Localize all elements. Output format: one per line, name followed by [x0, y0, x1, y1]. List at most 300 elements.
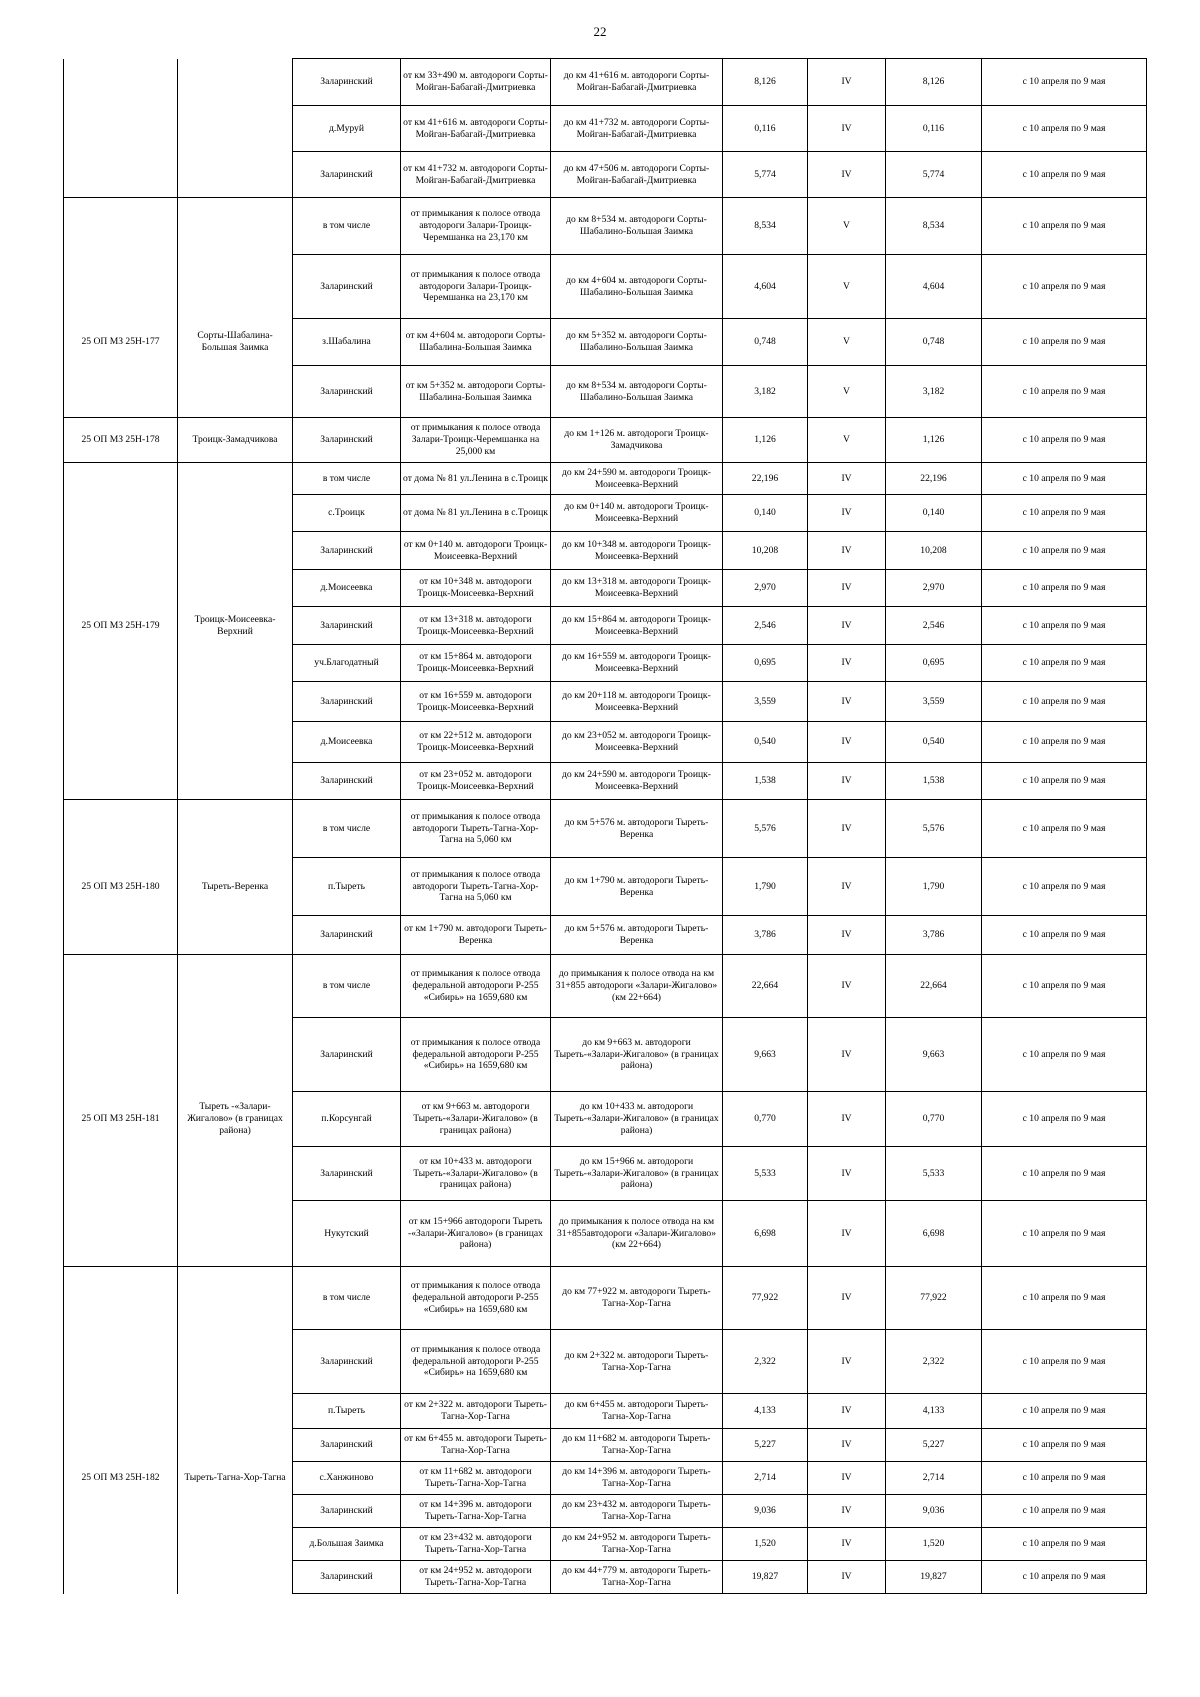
length-total-cell: 2,714	[886, 1462, 982, 1495]
length-total-cell: 8,126	[886, 59, 982, 106]
from-cell: от км 6+455 м. автодороги Тырeть-Тагна-Хор-Тагна	[401, 1429, 551, 1462]
road-name-cell	[178, 366, 293, 418]
road-name-cell	[178, 570, 293, 607]
to-cell: до км 24+952 м. автодороги Тырeть-Тагна-Хор-Тагна	[551, 1528, 723, 1561]
road-name-cell	[178, 1267, 293, 1330]
road-name-cell	[178, 198, 293, 255]
road-name-cell	[178, 763, 293, 800]
period-cell: с 10 апреля по 9 мая	[982, 955, 1147, 1018]
period-cell: с 10 апреля по 9 мая	[982, 1495, 1147, 1528]
road-code-cell	[64, 1267, 178, 1330]
road-code-cell	[64, 763, 178, 800]
length-cell: 2,546	[723, 607, 808, 645]
road-code-cell	[64, 916, 178, 955]
from-cell: от км 4+604 м. автодороги Сорты-Шабалина-Большая Заимка	[401, 319, 551, 366]
length-cell: 1,520	[723, 1528, 808, 1561]
area-cell: Заларинский	[293, 1429, 401, 1462]
area-cell: в том числе	[293, 463, 401, 495]
road-name-cell	[178, 1147, 293, 1201]
road-name-cell	[178, 916, 293, 955]
table-row	[64, 532, 1147, 570]
from-cell: от км 15+864 м. автодороги Троицк-Моисеевка-Верхний	[401, 645, 551, 682]
category-cell: IV	[808, 800, 886, 858]
to-cell: до км 5+576 м. автодороги Тырeть-Веренка	[551, 916, 723, 955]
area-cell: Заларинский	[293, 418, 401, 463]
road-name-cell	[178, 1528, 293, 1561]
road-name-cell	[178, 955, 293, 1018]
length-total-cell: 1,538	[886, 763, 982, 800]
to-cell: до км 44+779 м. автодороги Тырeть-Тагна-Хор-Тагна	[551, 1561, 723, 1594]
to-cell: до км 15+864 м. автодороги Троицк-Моисеевка-Верхний	[551, 607, 723, 645]
category-cell: IV	[808, 495, 886, 532]
to-cell: до км 1+126 м. автодороги Троицк-Замадчикова	[551, 418, 723, 463]
area-cell: Заларинский	[293, 682, 401, 722]
road-code-cell	[64, 645, 178, 682]
period-cell: с 10 апреля по 9 мая	[982, 532, 1147, 570]
from-cell: от дома № 81 ул.Ленина в с.Троицк	[401, 495, 551, 532]
length-cell: 3,559	[723, 682, 808, 722]
from-cell: от примыкания к полосе отвода автодороги Тырeть-Тагна-Хор-Тагна на 5,060 км	[401, 858, 551, 916]
area-cell: Заларинский	[293, 1495, 401, 1528]
length-cell: 4,133	[723, 1394, 808, 1429]
length-cell: 1,790	[723, 858, 808, 916]
length-cell: 0,770	[723, 1092, 808, 1147]
period-cell: с 10 апреля по 9 мая	[982, 198, 1147, 255]
area-cell: Заларинский	[293, 1018, 401, 1092]
road-name-cell: Тырeть-Веренка	[178, 858, 293, 916]
table-row	[64, 1429, 1147, 1462]
table-row	[64, 916, 1147, 955]
category-cell: IV	[808, 1561, 886, 1594]
to-cell: до км 47+506 м. автодороги Сорты-Мойган-Бабагай-Дмитриевка	[551, 152, 723, 198]
to-cell: до км 5+352 м. автодороги Сорты-Шабалино-Большая Заимка	[551, 319, 723, 366]
length-total-cell: 0,748	[886, 319, 982, 366]
table-row	[64, 255, 1147, 319]
area-cell: с.Троицк	[293, 495, 401, 532]
table-row	[64, 607, 1147, 645]
category-cell: V	[808, 418, 886, 463]
from-cell: от примыкания к полосе отвода Залари-Троицк-Черемшанка на 25,000 км	[401, 418, 551, 463]
category-cell: IV	[808, 1394, 886, 1429]
area-cell: Заларинский	[293, 607, 401, 645]
period-cell: с 10 апреля по 9 мая	[982, 1561, 1147, 1594]
category-cell: IV	[808, 1528, 886, 1561]
road-code-cell	[64, 198, 178, 255]
length-cell: 2,322	[723, 1330, 808, 1394]
road-code-cell	[64, 1394, 178, 1429]
to-cell: до км 24+590 м. автодороги Троицк-Моисеевка-Верхний	[551, 763, 723, 800]
road-name-cell	[178, 495, 293, 532]
area-cell: д.Моисеевка	[293, 570, 401, 607]
to-cell: до км 14+396 м. автодороги Тырeть-Тагна-Хор-Тагна	[551, 1462, 723, 1495]
period-cell: с 10 апреля по 9 мая	[982, 1147, 1147, 1201]
period-cell: с 10 апреля по 9 мая	[982, 319, 1147, 366]
from-cell: от км 10+348 м. автодороги Троицк-Моисеевка-Верхний	[401, 570, 551, 607]
period-cell: с 10 апреля по 9 мая	[982, 858, 1147, 916]
from-cell: от км 16+559 м. автодороги Троицк-Моисеевка-Верхний	[401, 682, 551, 722]
from-cell: от км 41+732 м. автодороги Сорты-Мойган-Бабагай-Дмитриевка	[401, 152, 551, 198]
road-code-cell	[64, 955, 178, 1018]
length-total-cell: 22,196	[886, 463, 982, 495]
road-code-cell	[64, 106, 178, 152]
table-row	[64, 152, 1147, 198]
length-cell: 6,698	[723, 1201, 808, 1267]
category-cell: IV	[808, 106, 886, 152]
table-row	[64, 645, 1147, 682]
category-cell: IV	[808, 152, 886, 198]
table-row	[64, 1330, 1147, 1394]
to-cell: до км 1+790 м. автодороги Тырeть-Веренка	[551, 858, 723, 916]
length-cell: 10,208	[723, 532, 808, 570]
length-total-cell: 3,786	[886, 916, 982, 955]
category-cell: V	[808, 366, 886, 418]
length-cell: 0,695	[723, 645, 808, 682]
road-name-cell	[178, 1561, 293, 1594]
period-cell: с 10 апреля по 9 мая	[982, 800, 1147, 858]
length-total-cell: 5,774	[886, 152, 982, 198]
length-cell: 8,126	[723, 59, 808, 106]
category-cell: IV	[808, 1330, 886, 1394]
road-code-cell	[64, 495, 178, 532]
to-cell: до км 41+732 м. автодороги Сорты-Мойган-Бабагай-Дмитриевка	[551, 106, 723, 152]
period-cell: с 10 апреля по 9 мая	[982, 1528, 1147, 1561]
length-cell: 4,604	[723, 255, 808, 319]
table-row	[64, 722, 1147, 763]
road-code-cell	[64, 1561, 178, 1594]
area-cell: в том числе	[293, 800, 401, 858]
area-cell: д.Моисеевка	[293, 722, 401, 763]
from-cell: от км 9+663 м. автодороги Тырeть-«Залари-Жигалово» (в границах района)	[401, 1092, 551, 1147]
length-total-cell: 9,036	[886, 1495, 982, 1528]
from-cell: от км 23+432 м. автодороги Тырeть-Тагна-Хор-Тагна	[401, 1528, 551, 1561]
from-cell: от примыкания к полосе отвода автодороги Тырeть-Тагна-Хор-Тагна на 5,060 км	[401, 800, 551, 858]
length-total-cell: 5,576	[886, 800, 982, 858]
road-code-cell	[64, 152, 178, 198]
area-cell: в том числе	[293, 955, 401, 1018]
area-cell: п.Тырeть	[293, 858, 401, 916]
road-code-cell	[64, 722, 178, 763]
length-total-cell: 9,663	[886, 1018, 982, 1092]
category-cell: IV	[808, 722, 886, 763]
area-cell: п.Корсунгай	[293, 1092, 401, 1147]
category-cell: IV	[808, 1495, 886, 1528]
area-cell: д.Муруй	[293, 106, 401, 152]
length-total-cell: 8,534	[886, 198, 982, 255]
length-total-cell: 4,133	[886, 1394, 982, 1429]
from-cell: от км 13+318 м. автодороги Троицк-Моисеевка-Верхний	[401, 607, 551, 645]
length-total-cell: 0,140	[886, 495, 982, 532]
road-code-cell	[64, 1528, 178, 1561]
from-cell: от км 2+322 м. автодороги Тырeть-Тагна-Хор-Тагна	[401, 1394, 551, 1429]
category-cell: IV	[808, 955, 886, 1018]
from-cell: от км 15+966 автодороги Тырeть -«Залари-Жигалово» (в границах района)	[401, 1201, 551, 1267]
road-name-cell	[178, 1201, 293, 1267]
table-row	[64, 106, 1147, 152]
length-cell: 0,540	[723, 722, 808, 763]
period-cell: с 10 апреля по 9 мая	[982, 152, 1147, 198]
table-row	[64, 1018, 1147, 1092]
road-code-cell	[64, 1018, 178, 1092]
length-cell: 3,786	[723, 916, 808, 955]
category-cell: IV	[808, 645, 886, 682]
length-cell: 0,116	[723, 106, 808, 152]
road-code-cell: 25 ОП МЗ 25Н-179	[64, 607, 178, 645]
road-name-cell	[178, 106, 293, 152]
road-name-cell	[178, 463, 293, 495]
period-cell: с 10 апреля по 9 мая	[982, 1462, 1147, 1495]
road-name-cell: Тырeть -«Залари-Жигалово» (в границах района)	[178, 1092, 293, 1147]
table-row	[64, 763, 1147, 800]
road-name-cell: Троицк-Замадчикова	[178, 418, 293, 463]
from-cell: от примыкания к полосе отвода федеральной автодороги Р-255 «Сибирь» на 1659,680 км	[401, 1330, 551, 1394]
table-row	[64, 1267, 1147, 1330]
to-cell: до км 23+432 м. автодороги Тырeть-Тагна-Хор-Тагна	[551, 1495, 723, 1528]
page-number: 22	[593, 24, 607, 39]
period-cell: с 10 апреля по 9 мая	[982, 1429, 1147, 1462]
road-name-cell	[178, 59, 293, 106]
road-code-cell	[64, 59, 178, 106]
table-row	[64, 1147, 1147, 1201]
length-cell: 19,827	[723, 1561, 808, 1594]
road-name-cell	[178, 255, 293, 319]
from-cell: от примыкания к полосе отвода федеральной автодороги Р-255 «Сибирь» на 1659,680 км	[401, 955, 551, 1018]
road-code-cell	[64, 255, 178, 319]
length-total-cell: 3,559	[886, 682, 982, 722]
road-name-cell	[178, 800, 293, 858]
road-name-cell: Тырeть-Тагна-Хор-Тагна	[178, 1462, 293, 1495]
to-cell: до км 10+348 м. автодороги Троицк-Моисеевка-Верхний	[551, 532, 723, 570]
length-total-cell: 22,664	[886, 955, 982, 1018]
area-cell: Заларинский	[293, 763, 401, 800]
road-name-cell	[178, 152, 293, 198]
category-cell: IV	[808, 763, 886, 800]
to-cell: до км 2+322 м. автодороги Тырeть-Тагна-Хор-Тагна	[551, 1330, 723, 1394]
length-cell: 5,227	[723, 1429, 808, 1462]
road-name-cell: Сорты-Шабалина-Большая Заимка	[178, 319, 293, 366]
table-row	[64, 1462, 1147, 1495]
table-row	[64, 198, 1147, 255]
from-cell: от км 23+052 м. автодороги Троицк-Моисеевка-Верхний	[401, 763, 551, 800]
table-row	[64, 1528, 1147, 1561]
table-row	[64, 682, 1147, 722]
road-code-cell: 25 ОП МЗ 25Н-181	[64, 1092, 178, 1147]
road-name-cell	[178, 682, 293, 722]
length-cell: 22,664	[723, 955, 808, 1018]
length-cell: 0,748	[723, 319, 808, 366]
length-total-cell: 0,695	[886, 645, 982, 682]
road-name-cell	[178, 1330, 293, 1394]
category-cell: IV	[808, 463, 886, 495]
table-row	[64, 1561, 1147, 1594]
category-cell: V	[808, 255, 886, 319]
road-code-cell: 25 ОП МЗ 25Н-178	[64, 418, 178, 463]
length-cell: 0,140	[723, 495, 808, 532]
table-row	[64, 955, 1147, 1018]
period-cell: с 10 апреля по 9 мая	[982, 916, 1147, 955]
road-code-cell: 25 ОП МЗ 25Н-180	[64, 858, 178, 916]
from-cell: от км 14+396 м. автодороги Тырeть-Тагна-Хор-Тагна	[401, 1495, 551, 1528]
table-row	[64, 1201, 1147, 1267]
from-cell: от км 5+352 м. автодороги Сорты-Шабалина-Большая Заимка	[401, 366, 551, 418]
table-row	[64, 1495, 1147, 1528]
to-cell: до км 24+590 м. автодороги Троицк-Моисеевка-Верхний	[551, 463, 723, 495]
length-cell: 8,534	[723, 198, 808, 255]
road-name-cell	[178, 722, 293, 763]
length-cell: 2,970	[723, 570, 808, 607]
to-cell: до км 6+455 м. автодороги Тырeть-Тагна-Хор-Тагна	[551, 1394, 723, 1429]
period-cell: с 10 апреля по 9 мая	[982, 722, 1147, 763]
category-cell: IV	[808, 1462, 886, 1495]
period-cell: с 10 апреля по 9 мая	[982, 682, 1147, 722]
period-cell: с 10 апреля по 9 мая	[982, 1394, 1147, 1429]
road-code-cell	[64, 682, 178, 722]
to-cell: до км 4+604 м. автодороги Сорты-Шабалино-Большая Заимка	[551, 255, 723, 319]
table-row	[64, 858, 1147, 916]
road-code-cell	[64, 1495, 178, 1528]
length-total-cell: 6,698	[886, 1201, 982, 1267]
area-cell: в том числе	[293, 198, 401, 255]
length-cell: 1,126	[723, 418, 808, 463]
from-cell: от км 1+790 м. автодороги Тырeть-Веренка	[401, 916, 551, 955]
table-row	[64, 418, 1147, 463]
road-name-cell	[178, 1018, 293, 1092]
to-cell: до км 5+576 м. автодороги Тырeть-Веренка	[551, 800, 723, 858]
to-cell: до км 13+318 м. автодороги Троицк-Моисеевка-Верхний	[551, 570, 723, 607]
road-name-cell: Троицк-Моисеевка-Верхний	[178, 607, 293, 645]
table-row	[64, 59, 1147, 106]
road-name-cell	[178, 1429, 293, 1462]
table-row	[64, 463, 1147, 495]
period-cell: с 10 апреля по 9 мая	[982, 106, 1147, 152]
period-cell: с 10 апреля по 9 мая	[982, 366, 1147, 418]
area-cell: в том числе	[293, 1267, 401, 1330]
period-cell: с 10 апреля по 9 мая	[982, 59, 1147, 106]
from-cell: от км 11+682 м. автодороги Тырeть-Тагна-Хор-Тагна	[401, 1462, 551, 1495]
road-code-cell: 25 ОП МЗ 25Н-177	[64, 319, 178, 366]
period-cell: с 10 апреля по 9 мая	[982, 463, 1147, 495]
length-cell: 9,663	[723, 1018, 808, 1092]
category-cell: IV	[808, 1092, 886, 1147]
from-cell: от км 0+140 м. автодороги Троицк-Моисеевка-Верхний	[401, 532, 551, 570]
length-total-cell: 19,827	[886, 1561, 982, 1594]
period-cell: с 10 апреля по 9 мая	[982, 1018, 1147, 1092]
length-total-cell: 0,540	[886, 722, 982, 763]
area-cell: Заларинский	[293, 916, 401, 955]
period-cell: с 10 апреля по 9 мая	[982, 495, 1147, 532]
table-row	[64, 570, 1147, 607]
to-cell: до км 9+663 м. автодороги Тырeть-«Залари-Жигалово» (в границах района)	[551, 1018, 723, 1092]
length-total-cell: 10,208	[886, 532, 982, 570]
road-code-cell: 25 ОП МЗ 25Н-182	[64, 1462, 178, 1495]
period-cell: с 10 апреля по 9 мая	[982, 255, 1147, 319]
table-row	[64, 366, 1147, 418]
to-cell: до км 16+559 м. автодороги Троицк-Моисеевка-Верхний	[551, 645, 723, 682]
to-cell: до км 8+534 м. автодороги Сорты-Шабалино-Большая Заимка	[551, 366, 723, 418]
road-code-cell	[64, 1147, 178, 1201]
from-cell: от км 10+433 м. автодороги Тырeть-«Залари-Жигалово» (в границах района)	[401, 1147, 551, 1201]
area-cell: Заларинский	[293, 1561, 401, 1594]
category-cell: IV	[808, 1429, 886, 1462]
category-cell: IV	[808, 532, 886, 570]
area-cell: Заларинский	[293, 1330, 401, 1394]
category-cell: IV	[808, 916, 886, 955]
area-cell: с.Ханжиново	[293, 1462, 401, 1495]
from-cell: от примыкания к полосе отвода автодороги Залари-Троицк-Черемшанка на 23,170 км	[401, 255, 551, 319]
length-total-cell: 1,126	[886, 418, 982, 463]
length-total-cell: 77,922	[886, 1267, 982, 1330]
period-cell: с 10 апреля по 9 мая	[982, 418, 1147, 463]
category-cell: IV	[808, 1018, 886, 1092]
area-cell: п.Тырeть	[293, 1394, 401, 1429]
road-name-cell	[178, 532, 293, 570]
from-cell: от км 33+490 м. автодороги Сорты-Мойган-Бабагай-Дмитриевка	[401, 59, 551, 106]
area-cell: Заларинский	[293, 59, 401, 106]
from-cell: от примыкания к полосе отвода автодороги Залари-Троицк-Черемшанка на 23,170 км	[401, 198, 551, 255]
category-cell: IV	[808, 1201, 886, 1267]
to-cell: до км 15+966 м. автодороги Тырeть-«Залари-Жигалово» (в границах района)	[551, 1147, 723, 1201]
to-cell: до км 0+140 м. автодороги Троицк-Моисеевка-Верхний	[551, 495, 723, 532]
length-total-cell: 2,546	[886, 607, 982, 645]
area-cell: д.Большая Заимка	[293, 1528, 401, 1561]
length-cell: 5,774	[723, 152, 808, 198]
road-code-cell	[64, 532, 178, 570]
category-cell: IV	[808, 858, 886, 916]
road-code-cell	[64, 800, 178, 858]
table-row	[64, 319, 1147, 366]
period-cell: с 10 апреля по 9 мая	[982, 763, 1147, 800]
length-cell: 22,196	[723, 463, 808, 495]
to-cell: до км 23+052 м. автодороги Троицк-Моисеевка-Верхний	[551, 722, 723, 763]
to-cell: до примыкания к полосе отвода на км 31+855автодороги «Залари-Жигалово» (км 22+664)	[551, 1201, 723, 1267]
length-total-cell: 5,227	[886, 1429, 982, 1462]
from-cell: от дома № 81 ул.Ленина в с.Троицк	[401, 463, 551, 495]
length-total-cell: 0,116	[886, 106, 982, 152]
category-cell: V	[808, 198, 886, 255]
length-total-cell: 5,533	[886, 1147, 982, 1201]
from-cell: от примыкания к полосе отвода федеральной автодороги Р-255 «Сибирь» на 1659,680 км	[401, 1018, 551, 1092]
length-total-cell: 3,182	[886, 366, 982, 418]
road-restriction-table	[63, 58, 1147, 1594]
from-cell: от км 24+952 м. автодороги Тырeть-Тагна-Хор-Тагна	[401, 1561, 551, 1594]
area-cell: уч.Благодатный	[293, 645, 401, 682]
period-cell: с 10 апреля по 9 мая	[982, 607, 1147, 645]
to-cell: до км 8+534 м. автодороги Сорты-Шабалино-Большая Заимка	[551, 198, 723, 255]
length-total-cell: 2,970	[886, 570, 982, 607]
road-code-cell	[64, 570, 178, 607]
length-cell: 9,036	[723, 1495, 808, 1528]
to-cell: до км 10+433 м. автодороги Тырeть-«Залари-Жигалово» (в границах района)	[551, 1092, 723, 1147]
length-cell: 77,922	[723, 1267, 808, 1330]
length-total-cell: 2,322	[886, 1330, 982, 1394]
area-cell: Нукутский	[293, 1201, 401, 1267]
area-cell: Заларинский	[293, 1147, 401, 1201]
length-total-cell: 1,790	[886, 858, 982, 916]
road-code-cell	[64, 1201, 178, 1267]
from-cell: от примыкания к полосе отвода федеральной автодороги Р-255 «Сибирь» на 1659,680 км	[401, 1267, 551, 1330]
table-row	[64, 800, 1147, 858]
from-cell: от км 41+616 м. автодороги Сорты-Мойган-Бабагай-Дмитриевка	[401, 106, 551, 152]
length-total-cell: 4,604	[886, 255, 982, 319]
road-name-cell	[178, 645, 293, 682]
to-cell: до км 77+922 м. автодороги Тырeть-Тагна-Хор-Тагна	[551, 1267, 723, 1330]
area-cell: Заларинский	[293, 366, 401, 418]
period-cell: с 10 апреля по 9 мая	[982, 1267, 1147, 1330]
area-cell: Заларинский	[293, 532, 401, 570]
category-cell: IV	[808, 59, 886, 106]
length-total-cell: 1,520	[886, 1528, 982, 1561]
category-cell: V	[808, 319, 886, 366]
to-cell: до км 11+682 м. автодороги Тырeть-Тагна-Хор-Тагна	[551, 1429, 723, 1462]
